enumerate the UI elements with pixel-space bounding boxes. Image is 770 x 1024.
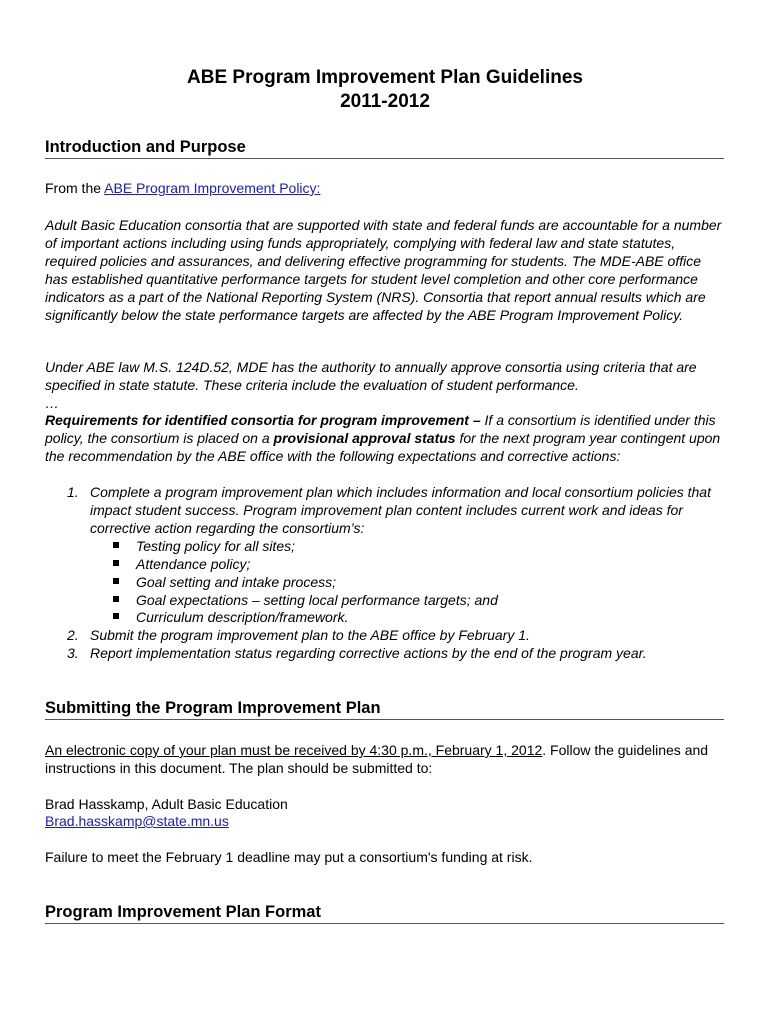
- requirements-label: Requirements for identified consortia for program improvement –: [45, 412, 481, 428]
- document-page: ABE Program Improvement Plan Guidelines 2011-2012 Introduction and Purpose From the ABE Program Improvement Policy: Adult Basic Education consortia that are supported with state and federal funds are accountable for a number of important actions including using funds appropriately, complying with federal law and state statutes, required policies and assurances, and delivering effective programming for students. The MDE-ABE office has established quantitative performance targets for student level completion and other core performance indicators as a part of the National Reporting System (NRS). Consortia that report annual results which are significantly below the state performance targets are affected by the ABE Program Improvement Policy. Under ABE law M.S. 124D.52, MDE has the authority to annually approve consortia using criteria that are specified in state statute. These criteria include the evaluation of student performance. … Requirements for identified consortia for program improvement – If a consortium is identified under this policy, the consortium is placed on a provisional approval status for the next program year contingent upon the recommendation by the ABE office with the following expectations and corrective actions: 1. Complete a program improvement plan which includes information and local consortium policies that impact student success. Program improvement plan content includes current work and ideas for corrective action regarding the consortium’s: Testing policy for all sites; Attendance policy; Goal setting and intake process; Goal expectations – setting local performance targets; and Curriculum description/framework. 2. Submit the program improvement plan to the ABE office by February 1. 3. Report implementation status regarding corrective actions by the end of the program year. Submitting the Program Improvement Plan An electronic copy of your plan must be received by 4:30 p.m., February 1, 2012. Follow the guidelines and instructions in this document. The plan should be submitted to: Brad Hasskamp, Adult Basic Education Brad.hasskamp@state.mn.us Failure to meet the February 1 deadline may put a consortium's funding at risk. Program Improvement Plan Format: [0, 0, 770, 1024]
- email-link[interactable]: Brad.hasskamp@state.mn.us: [45, 813, 229, 829]
- from-prefix: From the: [45, 180, 105, 196]
- square-bullet-icon: [113, 613, 119, 619]
- heading-submitting: Submitting the Program Improvement Plan: [45, 698, 724, 720]
- square-bullet-icon: [113, 560, 119, 566]
- deadline-warning: Failure to meet the February 1 deadline may put a consortium's funding at risk.: [45, 849, 533, 865]
- ellipsis: …: [45, 395, 59, 411]
- heading-introduction: Introduction and Purpose: [45, 137, 724, 159]
- square-bullet-icon: [113, 542, 119, 548]
- square-bullet-icon: [113, 596, 119, 602]
- intro-paragraph-1: Adult Basic Education consortia that are supported with state and federal funds are accountable for a number of important actions including using funds appropriately, complying with federal law and state statutes, required policies and assurances, and delivering effective programming for students. The MDE-ABE office has established quantitative performance targets for student level completion and other core performance indicators as a part of the National Reporting System (NRS). Consortia that report annual results which are significantly below the state performance targets are affected by the ABE Program Improvement Policy.: [45, 217, 722, 323]
- square-bullet-icon: [113, 578, 119, 584]
- document-year: 2011-2012: [340, 91, 430, 112]
- contact-email-line: [45, 812, 727, 830]
- document-title: ABE Program Improvement Plan Guidelines: [187, 67, 583, 88]
- deadline-text: An electronic copy of your plan must be received by 4:30 p.m., February 1, 2012: [45, 742, 543, 758]
- heading-format: Program Improvement Plan Format: [45, 902, 724, 924]
- requirements-paragraph: Requirements for identified consortia for program improvement – If a consortium is identified under this policy, the consortium is placed on a provisional approval status for the next program year contingent upon the recommendation by the ABE office with the following expectations and corrective actions:: [45, 412, 721, 464]
- from-line: [45, 179, 727, 197]
- contact-name: Brad Hasskamp, Adult Basic Education: [45, 796, 288, 812]
- provisional-status: provisional approval status: [273, 430, 456, 446]
- submission-paragraph: An electronic copy of your plan must be received by 4:30 p.m., February 1, 2012. Follow the guidelines and instructions in this document. The plan should be submitted to:: [45, 742, 709, 776]
- policy-link[interactable]: ABE Program Improvement Policy:: [104, 180, 321, 196]
- intro-paragraph-2: Under ABE law M.S. 124D.52, MDE has the authority to annually approve consortia using criteria that are specified in state statute. These criteria include the evaluation of student performance.: [45, 359, 697, 393]
